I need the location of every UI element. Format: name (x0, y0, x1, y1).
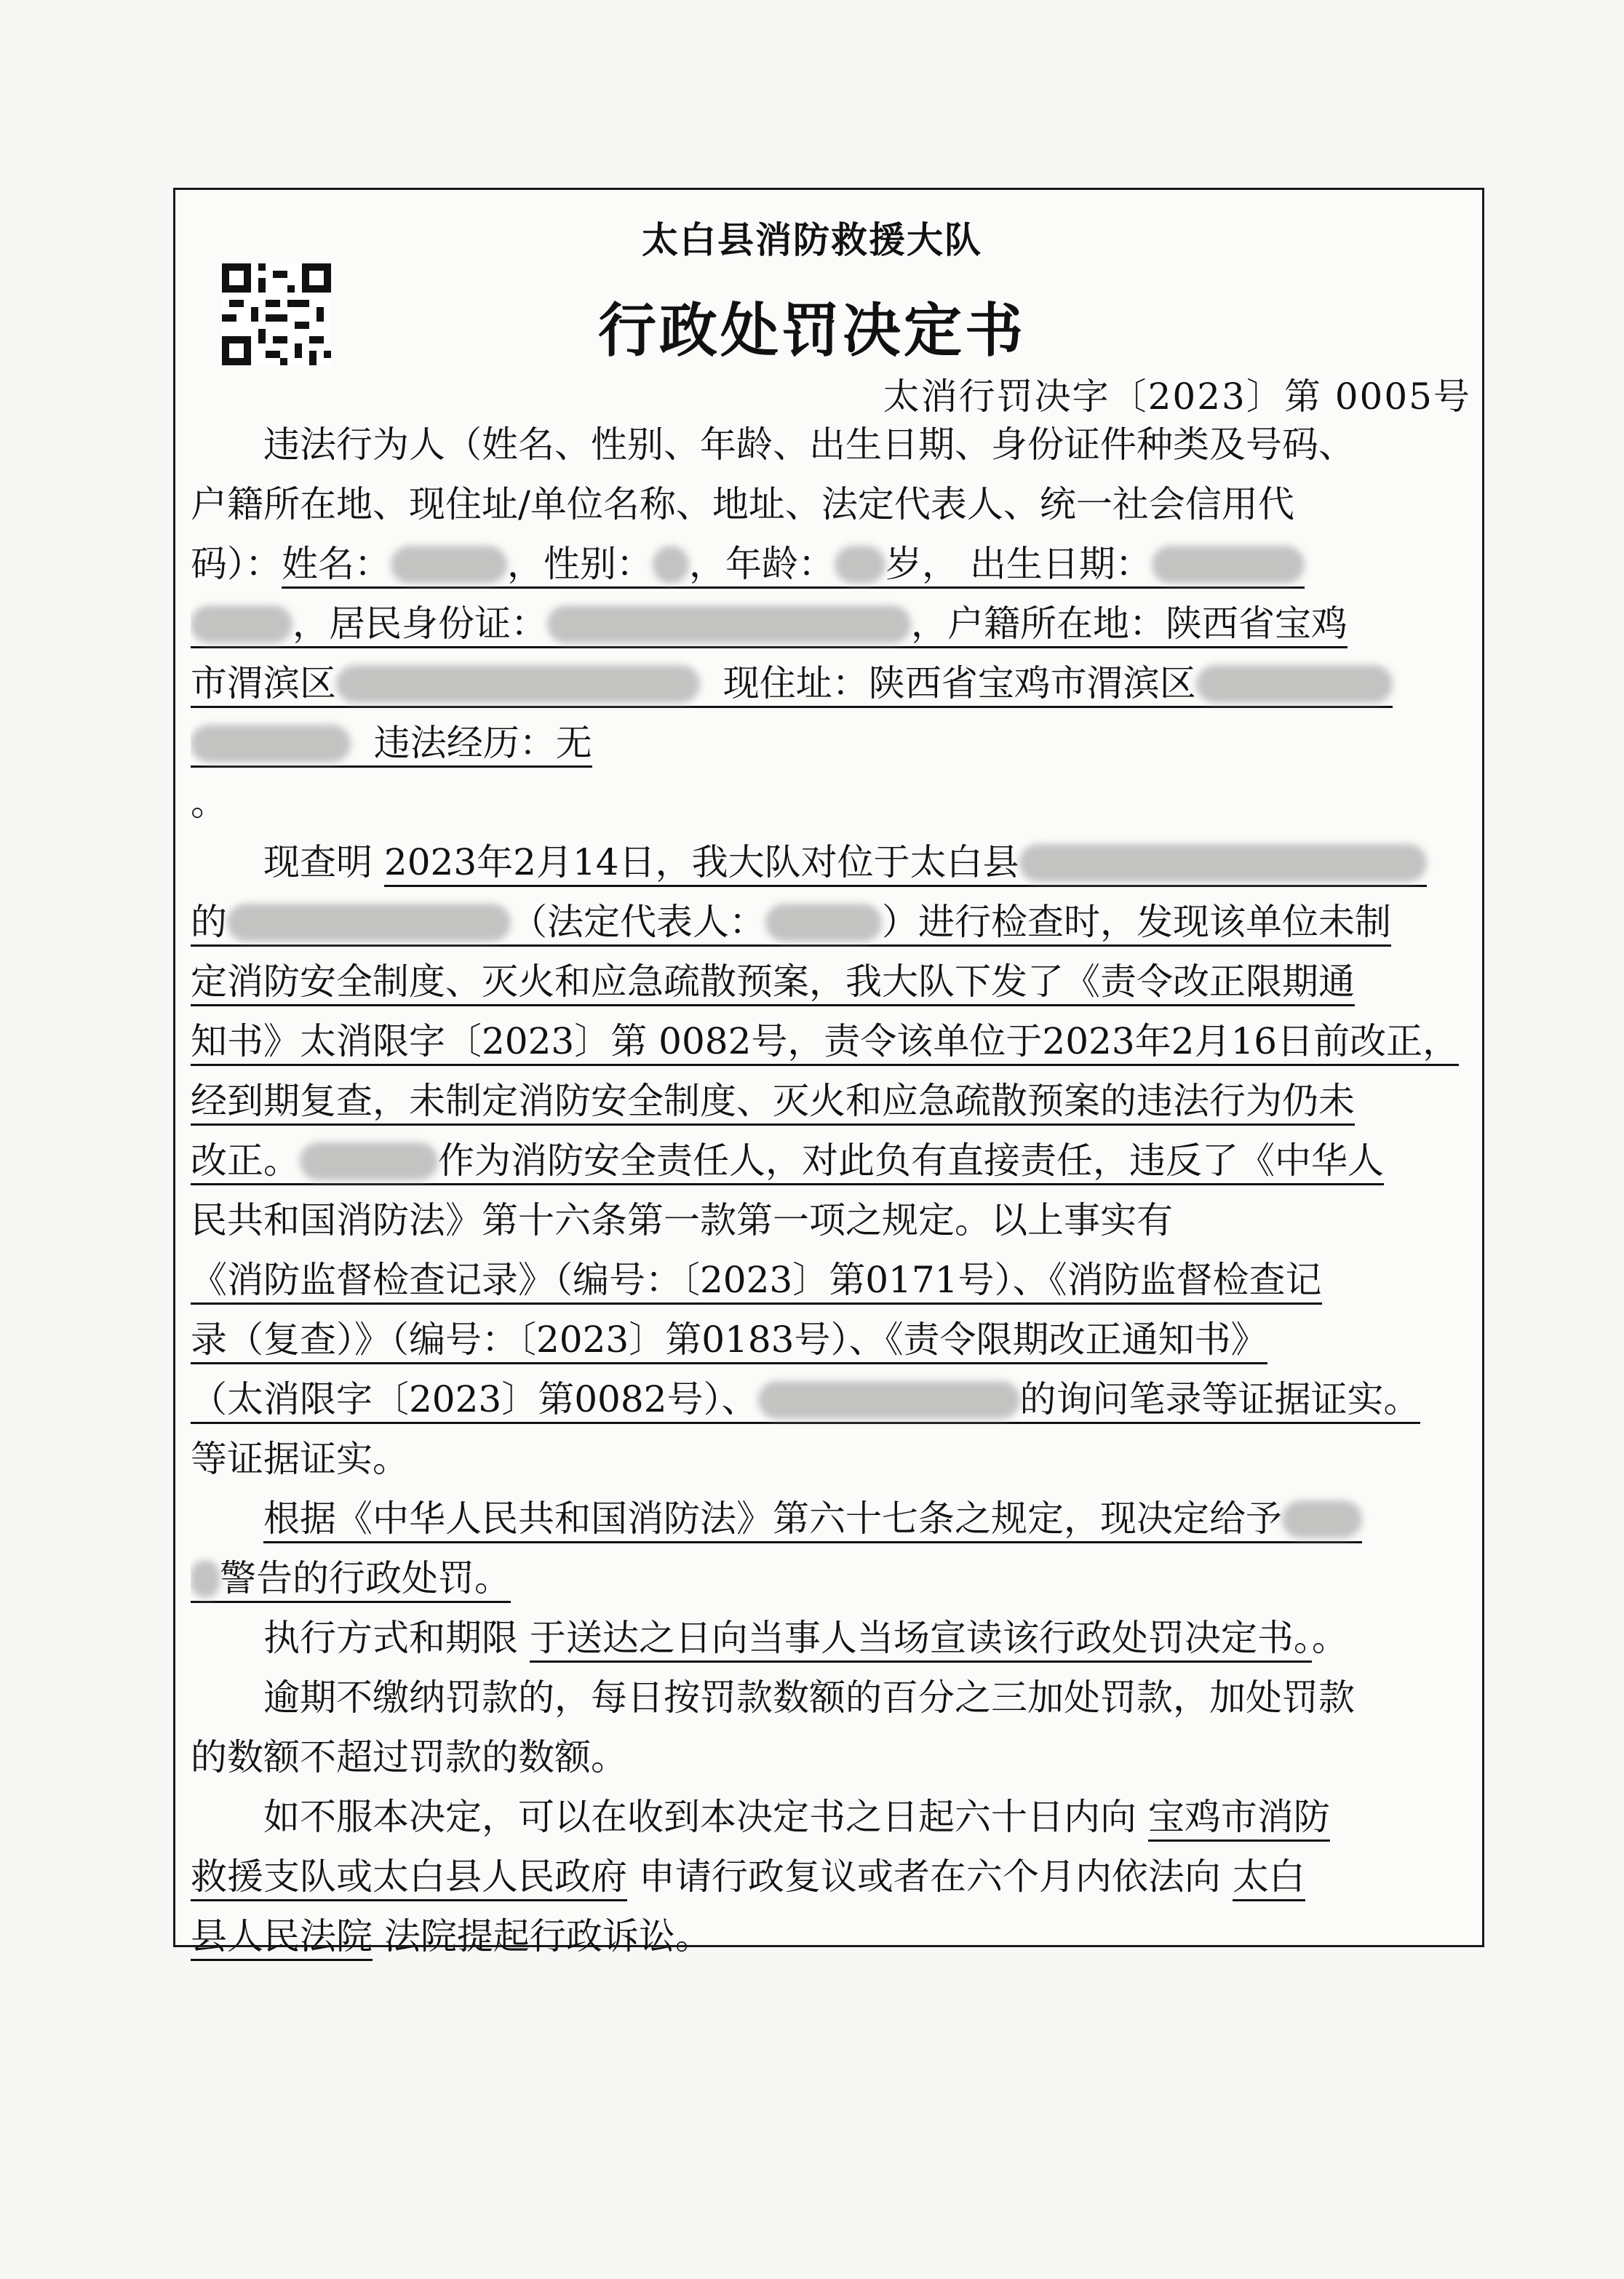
party-line-1: 违法行为人（姓名、性别、年龄、出生日期、身份证件种类及号码、 (263, 423, 1355, 466)
party-line-3: 码）：姓名： ，性别： ，年龄： 岁， 出生日期： (191, 534, 1478, 594)
redacted-address-cont (191, 725, 351, 763)
facts-line-5: 经到期复查，未制定消防安全制度、灭火和应急疏散预案的违法行为仍未 (191, 1071, 1478, 1131)
redacted-gender (653, 546, 689, 584)
facts-line-11: 等证据证实。 (191, 1438, 409, 1480)
redacted-household-address (336, 665, 700, 703)
redacted-decision-target-cont (191, 1560, 220, 1598)
facts-line-7: 民共和国消防法》第十六条第一款第一项之规定。以上事实有 (191, 1199, 1173, 1241)
decision-line-1: 根据《中华人民共和国消防法》第六十七条之规定，现决定给予 (191, 1489, 1478, 1548)
document-number: 太消行罚决字〔2023〕第 0005号 (883, 375, 1471, 418)
redacted-age (835, 546, 885, 584)
redacted-name (391, 546, 507, 584)
redacted-responsible-person (300, 1142, 438, 1180)
redacted-decision-target (1282, 1500, 1362, 1538)
facts-line-8: 《消防监督检查记录》（编号：〔2023〕第0171号）、《消防监督检查记 (191, 1250, 1478, 1310)
redacted-interviewee (758, 1381, 1020, 1419)
redacted-birthdate (1152, 546, 1305, 584)
facts-line-4: 知书》太消限字〔2023〕第 0082号，责令该单位于2023年2月16日前改正， (191, 1011, 1478, 1071)
party-line-6: 违法经历：无 (191, 713, 1478, 773)
redacted-unit-name (227, 904, 511, 942)
execution-line: 执行方式和期限 于送达之日向当事人当场宣读该行政处罚决定书。。 (191, 1608, 1478, 1668)
overdue-line-2: 的数额不超过罚款的数额。 (191, 1736, 627, 1778)
redacted-id-number (547, 605, 911, 643)
redacted-current-address (1196, 665, 1393, 703)
facts-line-6: 改正。 作为消防安全责任人，对此负有直接责任，违反了《中华人 (191, 1131, 1478, 1190)
appeal-line-3: 县人民法院 法院提起行政诉讼。 (191, 1906, 1478, 1966)
redacted-legal-rep (765, 904, 882, 942)
document-body (191, 415, 1478, 1966)
redacted-birthdate-cont (191, 605, 292, 643)
party-line-5: 市渭滨区 现住址：陕西省宝鸡市渭滨区 (191, 653, 1478, 713)
appeal-line-1: 如不服本决定，可以在收到本决定书之日起六十日内向 宝鸡市消防 (191, 1787, 1478, 1847)
agency-name: 太白县消防救援大队 (642, 218, 982, 261)
document-title: 行政处罚决定书 (598, 296, 1026, 365)
facts-line-2: 的 （法定代表人： ）进行检查时，发现该单位未制 (191, 892, 1478, 952)
facts-line-3: 定消防安全制度、灭火和应急疏散预案，我大队下发了《责令改正限期通 (191, 952, 1478, 1011)
party-line-7: 。 (191, 781, 227, 824)
facts-line-10: （太消限字〔2023〕第0082号）、 的询问笔录等证据证实。 (191, 1369, 1478, 1429)
redacted-location (1019, 844, 1427, 882)
party-line-2: 户籍所在地、现住址/单位名称、地址、法定代表人、统一社会信用代 (191, 483, 1294, 525)
facts-line-9: 录（复查）》（编号：〔2023〕第0183号）、《责令限期改正通知书》 (191, 1310, 1478, 1369)
overdue-line-1: 逾期不缴纳罚款的，每日按罚款数额的百分之三加处罚款，加处罚款 (263, 1677, 1355, 1719)
decision-line-2: 警告的行政处罚。 (191, 1548, 1478, 1608)
facts-line-1: 现查明 2023年2月14日，我大队对位于太白县 (191, 832, 1478, 892)
party-line-4: ，居民身份证： ，户籍所在地：陕西省宝鸡 (191, 594, 1478, 653)
appeal-line-2: 救援支队或太白县人民政府 申请行政复议或者在六个月内依法向 太白 (191, 1847, 1478, 1906)
